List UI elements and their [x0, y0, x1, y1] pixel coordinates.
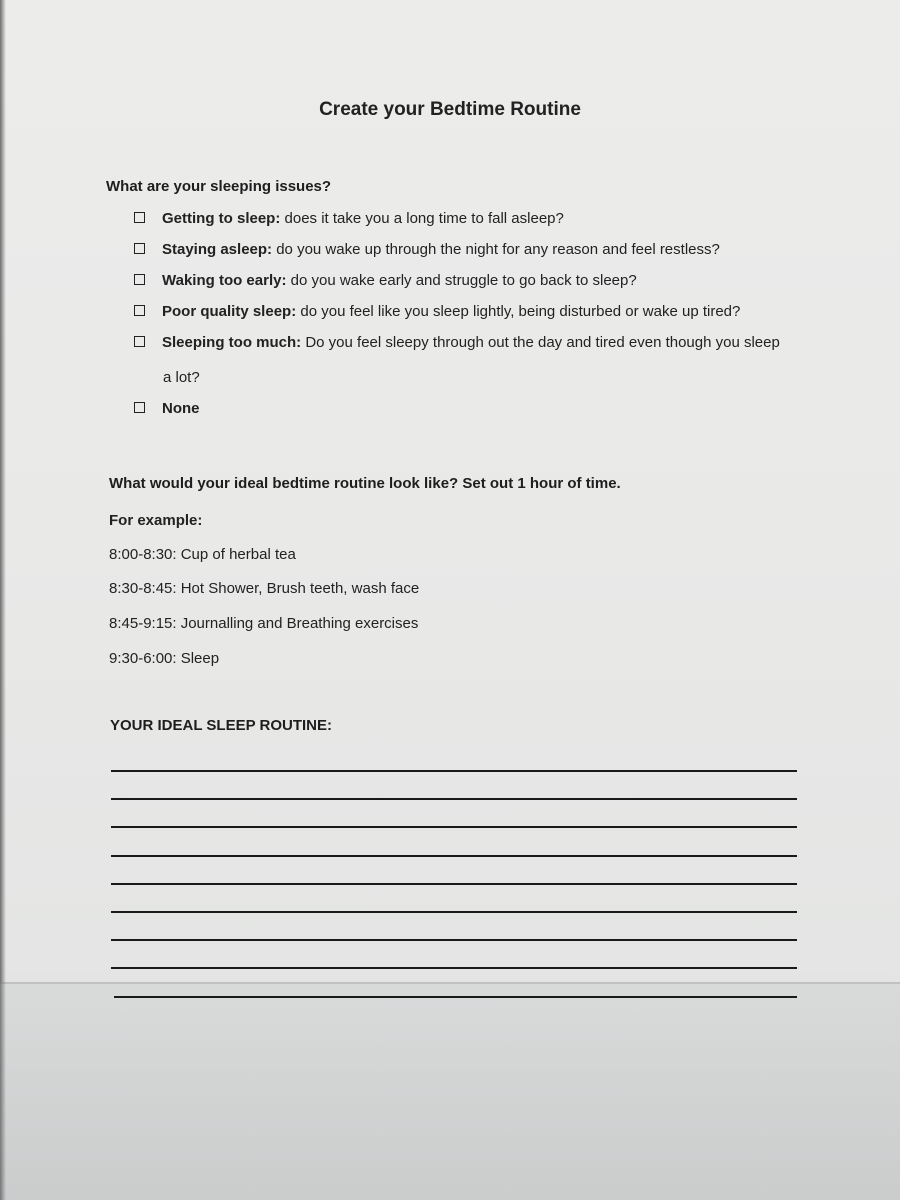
folded-section-shade — [0, 984, 900, 1200]
issue-item-staying-asleep — [134, 241, 720, 259]
writing-line[interactable] — [111, 770, 797, 772]
issue-label: Poor quality sleep: — [162, 303, 297, 320]
checkbox-none[interactable] — [134, 402, 145, 413]
writing-line[interactable] — [111, 939, 797, 941]
issue-label: Staying asleep: — [162, 241, 273, 258]
issue-item-sleeping-too-much — [134, 334, 780, 352]
issue-text: do you wake up through the night for any reason and feel restless? — [272, 241, 720, 258]
writing-line[interactable] — [111, 967, 797, 969]
checkbox-staying-asleep[interactable] — [134, 243, 145, 254]
checkbox-waking-too-early[interactable] — [134, 274, 145, 285]
issue-text: Do you feel sleepy through out the day and tired even though you sleep — [301, 334, 780, 351]
your-routine-heading: YOUR IDEAL SLEEP ROUTINE: — [110, 717, 332, 734]
page-title: Create your Bedtime Routine — [319, 99, 581, 120]
writing-line[interactable] — [111, 911, 797, 913]
writing-line[interactable] — [111, 798, 797, 800]
issue-item-poor-quality-sleep — [134, 303, 740, 321]
writing-line[interactable] — [111, 883, 797, 885]
example-item: 8:00-8:30: Cup of herbal tea — [109, 546, 296, 563]
issue-label: Getting to sleep: — [162, 210, 281, 227]
issue-label: Waking too early: — [162, 272, 287, 289]
writing-line[interactable] — [111, 855, 797, 857]
example-item: 8:45-9:15: Journalling and Breathing exercises — [109, 615, 419, 632]
checkbox-getting-to-sleep[interactable] — [134, 212, 145, 223]
issue-item-waking-too-early — [134, 272, 637, 290]
issue-label: None — [162, 400, 200, 417]
writing-line[interactable] — [111, 826, 797, 828]
checkbox-poor-quality-sleep[interactable] — [134, 305, 145, 316]
checkbox-sleeping-too-much[interactable] — [134, 336, 145, 347]
issue-label: Sleeping too much: — [162, 334, 302, 351]
issues-heading: What are your sleeping issues? — [106, 178, 332, 195]
example-label: For example: — [109, 512, 203, 529]
issue-text: do you feel like you sleep lightly, being disturbed or wake up tired? — [296, 303, 741, 320]
issue-item-none — [134, 400, 200, 418]
example-item: 9:30-6:00: Sleep — [109, 650, 220, 667]
issue-item-getting-to-sleep — [134, 210, 564, 228]
issue-text: do you wake early and struggle to go back to sleep? — [286, 272, 637, 289]
issue-text: does it take you a long time to fall asleep? — [280, 210, 564, 227]
issue-continuation: a lot? — [163, 369, 200, 386]
routine-question: What would your ideal bedtime routine look like? Set out 1 hour of time. — [109, 475, 621, 492]
paper-fold-line — [0, 982, 900, 984]
example-item: 8:30-8:45: Hot Shower, Brush teeth, wash face — [109, 580, 420, 597]
writing-line[interactable] — [114, 996, 797, 998]
